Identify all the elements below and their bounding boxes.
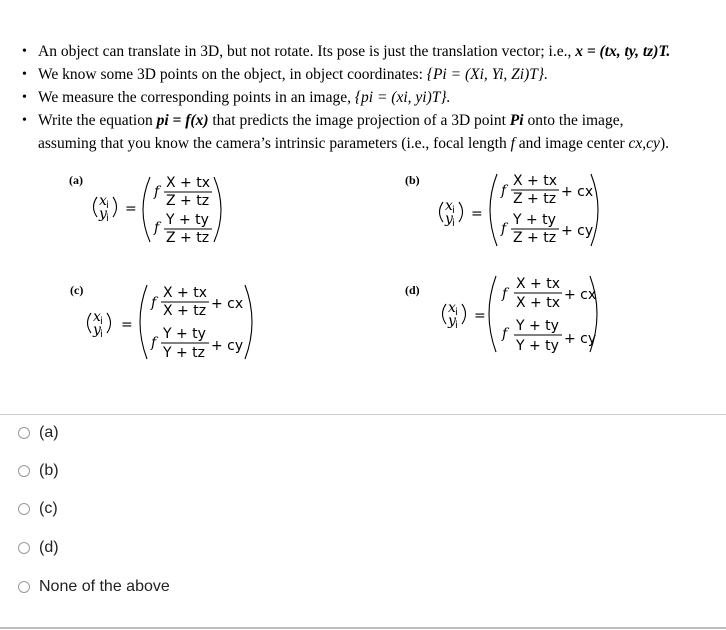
option-a-label: (a) <box>39 424 59 441</box>
eq-d-top-add: + cx <box>564 287 597 303</box>
eq-b-label: (b) <box>405 173 420 187</box>
eq-a-label: (a) <box>69 173 83 187</box>
f-symbol: f <box>502 286 508 302</box>
bullet-object-points-text: We know some 3D points on the object, in object coordinates: <box>38 66 427 83</box>
f-symbol: f <box>501 183 507 199</box>
f-symbol: f <box>502 326 508 342</box>
eq-a-top-den: Z + tz <box>166 193 210 209</box>
eq-c-top-add: + cx <box>211 296 244 312</box>
equation-b <box>425 172 615 262</box>
lhs-sub-i: i <box>106 213 109 224</box>
equals-sign: = <box>471 206 483 222</box>
lhs-y: y <box>99 206 107 222</box>
bullet-image-points <box>38 86 720 109</box>
rhs-right-paren <box>245 285 252 359</box>
image-points-set: {pi = (xi, yi)T}. <box>354 89 451 106</box>
rhs-right-paren <box>214 177 221 242</box>
lhs-sub-i: i <box>452 218 455 229</box>
equals-sign: = <box>474 308 486 324</box>
eq-d-label: (d) <box>405 283 420 297</box>
eq-a-top-num: X + tx <box>166 175 210 191</box>
task-text-f: ). <box>659 135 669 152</box>
lhs-x: x <box>99 193 107 209</box>
point-symbol: Pi <box>509 112 524 129</box>
eq-b-top-den: Z + tz <box>513 191 557 207</box>
option-d[interactable] <box>18 539 59 557</box>
task-text-e: and image center <box>514 135 629 152</box>
f-symbol: f <box>151 335 157 351</box>
eq-a-bot-den: Z + tz <box>166 230 210 246</box>
equals-sign: = <box>125 201 137 217</box>
pose-vector: x = (tx, ty, tz)T. <box>575 43 671 60</box>
question-text <box>20 40 720 155</box>
lhs-x: x <box>93 309 101 325</box>
eq-d-bot-num: Y + ty <box>516 318 559 334</box>
equation-d <box>428 274 618 364</box>
equals-sign: = <box>121 317 133 333</box>
option-none-label: None of the above <box>39 578 170 595</box>
task-text-d: assuming that you know the camera’s intrinsic parameters (i.e., focal length <box>38 135 511 152</box>
eq-b-top-add: + cx <box>561 184 594 200</box>
f-symbol: f <box>154 220 160 236</box>
lhs-sub-i: i <box>100 316 103 327</box>
equation-a <box>88 172 238 262</box>
rhs-left-paren <box>489 276 496 352</box>
option-c-label: (c) <box>39 500 58 517</box>
task-text-c: onto the image, <box>523 112 624 129</box>
rhs-left-paren <box>490 174 497 246</box>
f-symbol: f <box>154 184 160 200</box>
lhs-sub-i: i <box>452 205 455 216</box>
lhs-sub-i: i <box>455 307 458 318</box>
eq-b-bot-den: Z + tz <box>513 230 557 246</box>
eq-d-top-num: X + tx <box>516 276 560 292</box>
lhs-sub-i: i <box>106 200 109 211</box>
bottom-divider <box>0 627 726 629</box>
eq-d-bot-den: Y + ty <box>516 338 559 354</box>
equation-c <box>85 281 275 371</box>
lhs-y: y <box>448 313 456 329</box>
eq-d-bot-add: + cy <box>564 331 597 347</box>
eq-a-bot-num: Y + ty <box>166 212 209 228</box>
option-c[interactable] <box>18 500 58 518</box>
lhs-y: y <box>445 211 453 227</box>
eq-c-bot-num: Y + ty <box>163 326 206 342</box>
lhs-sub-i: i <box>100 329 103 340</box>
eq-c-top-num: X + tx <box>163 285 207 301</box>
bullet-pose <box>38 40 720 63</box>
task-line-2 <box>38 132 720 155</box>
option-d-radio[interactable] <box>18 542 30 554</box>
bullet-image-points-text: We measure the corresponding points in an image, <box>38 89 355 106</box>
option-none-radio[interactable] <box>18 581 30 593</box>
eq-b-bot-add: + cy <box>561 223 594 239</box>
object-points-set: {Pi = (Xi, Yi, Zi)T}. <box>426 66 548 83</box>
eq-b-bot-num: Y + ty <box>513 212 556 228</box>
option-c-radio[interactable] <box>18 503 30 515</box>
option-none[interactable] <box>18 578 170 596</box>
eq-c-top-den: X + tz <box>163 303 207 319</box>
option-b[interactable] <box>18 462 59 480</box>
focal-symbol: f <box>510 135 515 152</box>
eq-c-bot-add: + cy <box>211 338 244 354</box>
f-symbol: f <box>151 295 157 311</box>
eq-b-top-num: X + tx <box>513 173 557 189</box>
lhs-x: x <box>448 300 456 316</box>
center-symbol: cx,cy <box>628 135 660 152</box>
rhs-left-paren <box>140 285 147 359</box>
lhs-sub-i: i <box>455 320 458 331</box>
options-divider <box>0 414 726 415</box>
task-text-b: that predicts the image projection of a 3D point <box>208 112 510 129</box>
bullet-object-points <box>38 63 720 86</box>
lhs-x: x <box>445 198 453 214</box>
option-d-label: (d) <box>39 539 59 556</box>
bullet-pose-text: An object can translate in 3D, but not rotate. Its pose is just the translation vector; i.e., <box>38 43 576 60</box>
task-text-a: Write the equation <box>38 112 157 129</box>
option-a[interactable] <box>18 424 59 442</box>
eq-d-top-den: X + tx <box>516 295 560 311</box>
rhs-left-paren <box>143 177 150 242</box>
projection-function: pi = f(x) <box>156 112 209 129</box>
option-b-radio[interactable] <box>18 465 30 477</box>
option-a-radio[interactable] <box>18 427 30 439</box>
eq-c-label: (c) <box>70 283 84 297</box>
eq-c-bot-den: Y + tz <box>163 345 206 361</box>
option-b-label: (b) <box>39 462 59 479</box>
f-symbol: f <box>501 221 507 237</box>
bullet-task <box>38 109 720 155</box>
lhs-y: y <box>93 322 101 338</box>
